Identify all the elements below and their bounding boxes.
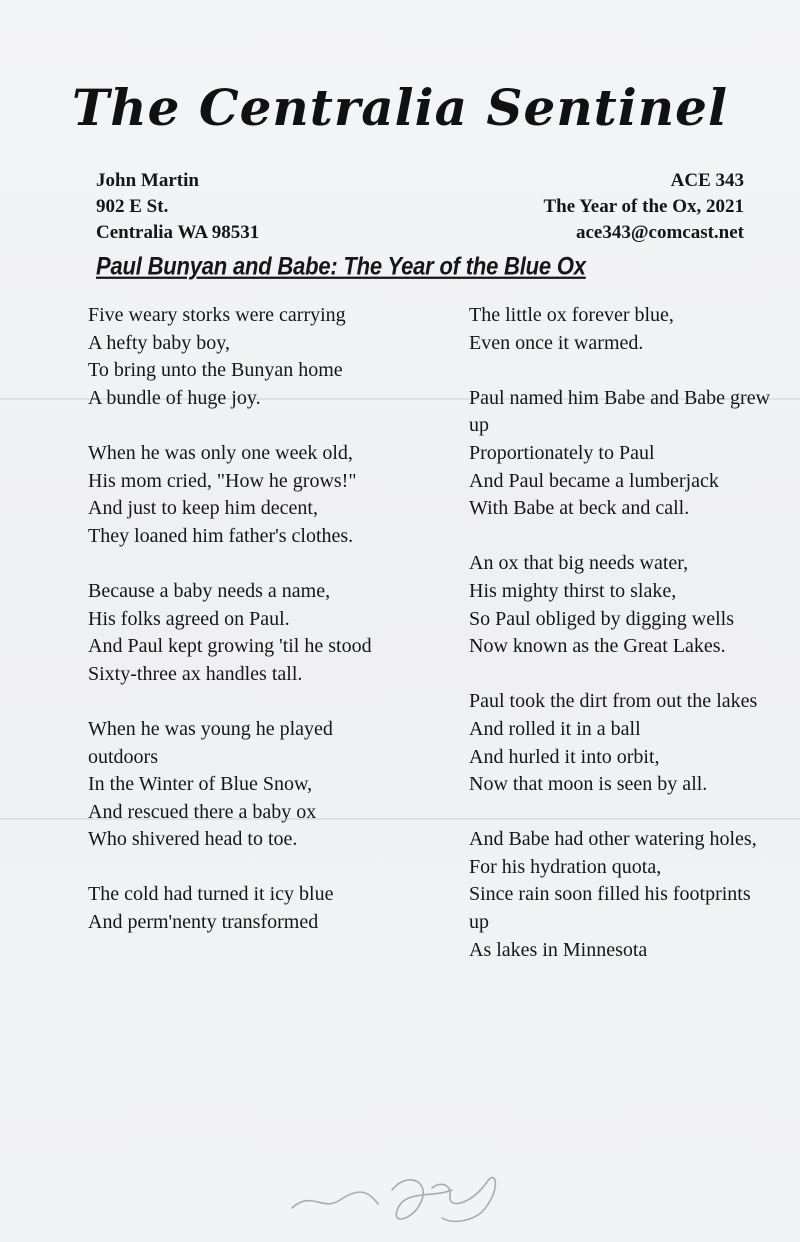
poem-line: And perm'nenty transformed bbox=[88, 911, 319, 934]
poem-line: Proportionately to Paul bbox=[469, 441, 655, 464]
poem-line: With Babe at beck and call. bbox=[469, 497, 690, 520]
poem-column-right bbox=[455, 302, 775, 992]
poem-stanza bbox=[74, 578, 404, 688]
poem-line: And rescued there a baby ox bbox=[88, 800, 317, 823]
poem-line: So Paul obliged by digging wells bbox=[469, 607, 734, 630]
poem-line: Now that moon is seen by all. bbox=[469, 773, 708, 796]
poem-stanza bbox=[455, 550, 775, 660]
poem-line: For his hydration quota, bbox=[469, 855, 662, 878]
poem-line: A bundle of huge joy. bbox=[88, 386, 261, 409]
poem-stanza bbox=[455, 302, 775, 357]
poem-stanza bbox=[74, 440, 404, 550]
poem-line: Since rain soon filled his footprints up bbox=[469, 883, 751, 934]
poem-stanza bbox=[74, 716, 404, 854]
poem-headline: Paul Bunyan and Babe: The Year of the Blue Ox bbox=[96, 252, 586, 280]
poem-line: And Babe had other watering holes, bbox=[469, 828, 757, 851]
poem-line: Because a baby needs a name, bbox=[88, 579, 331, 602]
poem-line: Who shivered head to toe. bbox=[88, 828, 298, 851]
sender-address bbox=[96, 168, 259, 246]
poem-line: They loaned him father's clothes. bbox=[88, 524, 354, 547]
poem-stanza bbox=[455, 826, 775, 964]
poem-line: And just to keep him decent, bbox=[88, 497, 318, 520]
poem-line: And rolled it in a ball bbox=[469, 717, 641, 740]
poem-stanza bbox=[74, 302, 404, 412]
poem-stanza bbox=[455, 688, 775, 798]
poem-line: Paul named him Babe and Babe grew up bbox=[469, 386, 771, 437]
poem-line: To bring unto the Bunyan home bbox=[88, 359, 343, 382]
issue-theme: The Year of the Ox, 2021 bbox=[543, 196, 744, 217]
poem-line: Five weary storks were carrying bbox=[88, 304, 346, 326]
poem-line: In the Winter of Blue Snow, bbox=[88, 773, 313, 796]
poem-line: And hurled it into orbit, bbox=[469, 745, 660, 768]
sender-street: 902 E St. bbox=[96, 196, 169, 217]
poem-line: As lakes in Minnesota bbox=[469, 938, 648, 961]
sender-name: John Martin bbox=[96, 170, 199, 191]
poem-line: His mighty thirst to slake, bbox=[469, 579, 677, 602]
issue-info bbox=[543, 168, 744, 246]
poem-line: Now known as the Great Lakes. bbox=[469, 635, 726, 658]
poem-line: Sixty-three ax handles tall. bbox=[88, 662, 303, 685]
poem-line: His folks agreed on Paul. bbox=[88, 607, 290, 630]
poem-stanza bbox=[455, 385, 775, 523]
poem-line: His mom cried, "How he grows!" bbox=[88, 469, 357, 492]
poem-line: The cold had turned it icy blue bbox=[88, 883, 334, 906]
sender-city: Centralia WA 98531 bbox=[96, 222, 260, 243]
contact-email: ace343@comcast.net bbox=[575, 222, 744, 243]
poem-line: And Paul kept growing 'til he stood bbox=[88, 635, 372, 658]
poem-line: Even once it warmed. bbox=[469, 331, 644, 354]
poem-line: An ox that big needs water, bbox=[469, 552, 689, 575]
poem-line: The little ox forever blue, bbox=[469, 304, 674, 326]
issue-number: ACE 343 bbox=[670, 170, 744, 191]
poem-line: When he was only one week old, bbox=[88, 441, 353, 464]
poem-column-left bbox=[74, 302, 404, 964]
handwritten-signature bbox=[282, 1160, 512, 1230]
poem-line: Paul took the dirt from out the lakes bbox=[469, 690, 758, 713]
poem-line: A hefty baby boy, bbox=[88, 331, 231, 354]
poem-stanza bbox=[74, 881, 404, 936]
poem-line: When he was young he played outdoors bbox=[88, 717, 333, 768]
poem-line: And Paul became a lumberjack bbox=[469, 469, 719, 492]
masthead-title: The Centralia Sentinel bbox=[72, 78, 728, 137]
